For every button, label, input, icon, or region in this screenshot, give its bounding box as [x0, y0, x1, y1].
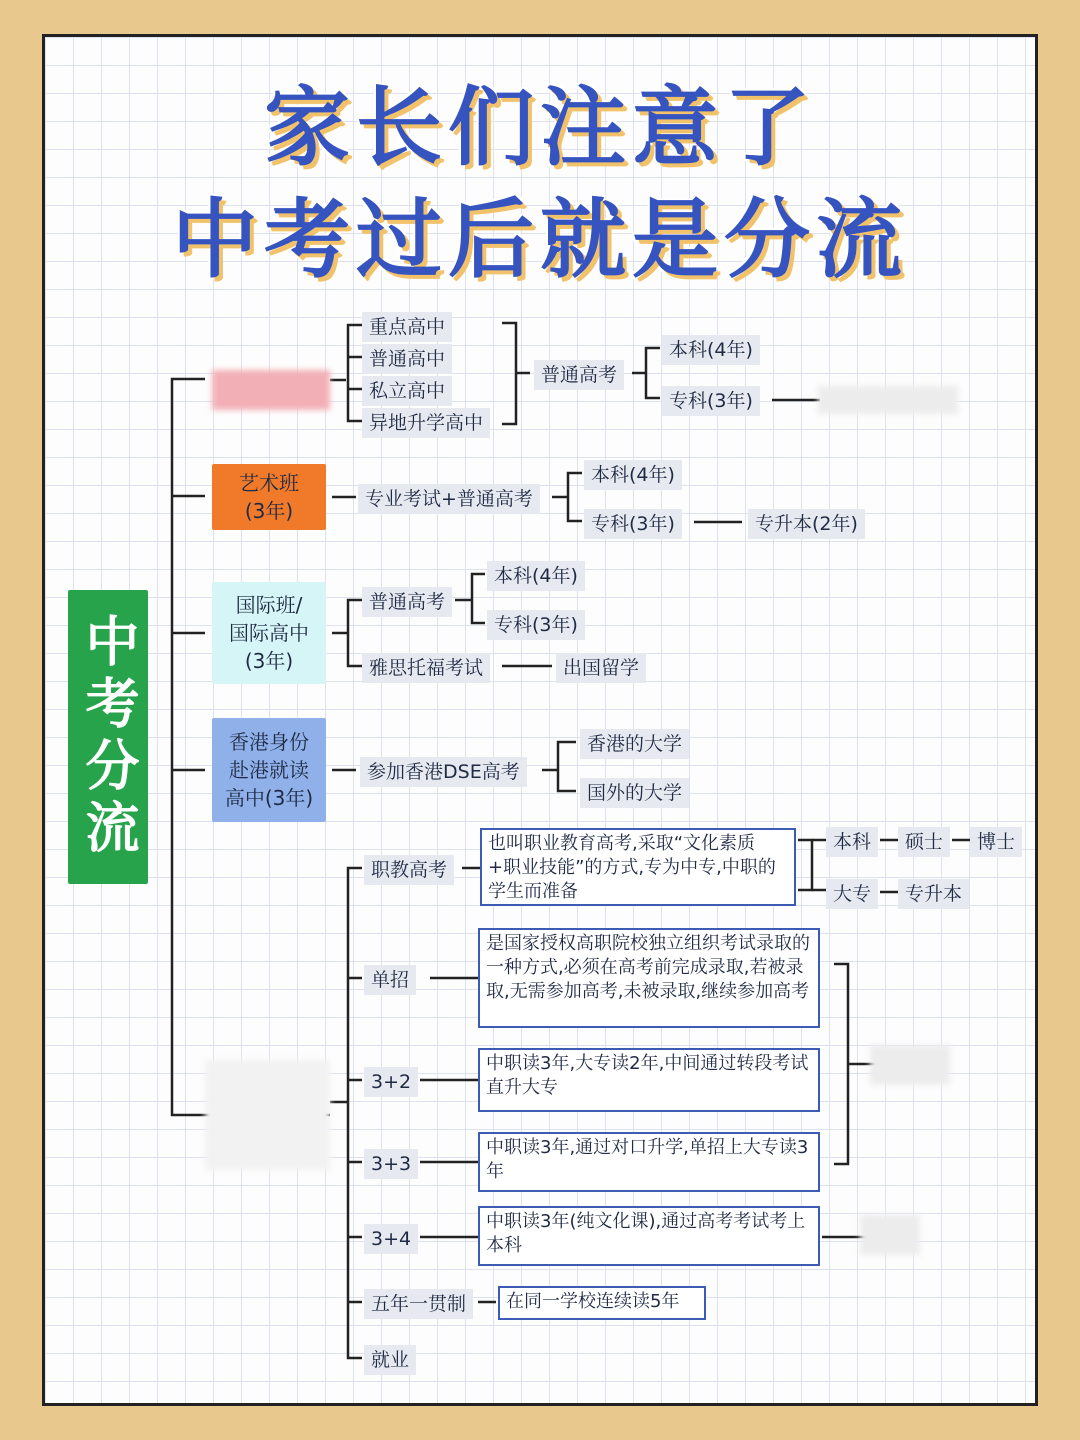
exam-label: 普通高考 — [362, 587, 452, 617]
school-item: 异地升学高中 — [362, 408, 490, 438]
vocational-item: 3+3 — [364, 1149, 418, 1179]
result-label: 出国留学 — [556, 653, 646, 683]
title-line1: 家长们注意了 — [264, 78, 816, 178]
hk-class-box: 香港身份 赴港就读 高中(3年) — [212, 718, 326, 822]
vocational-item: 五年一贯制 — [364, 1289, 473, 1319]
side-label: 中考分流 — [68, 590, 148, 884]
vocational-item: 3+4 — [364, 1224, 418, 1254]
vocational-desc: 中职读3年(纯文化课),通过高考考试考上本科 — [478, 1206, 820, 1266]
vocational-item: 3+2 — [364, 1067, 418, 1097]
blurred-label — [205, 1060, 330, 1170]
exam-label: 参加香港DSE高考 — [360, 757, 527, 787]
title-line2: 中考过后就是分流 — [172, 190, 908, 290]
exam-label: 普通高考 — [534, 360, 624, 390]
path-item: 硕士 — [898, 827, 950, 857]
blurred-label — [212, 370, 330, 410]
international-class-box: 国际班/ 国际高中 (3年) — [212, 582, 326, 684]
path-item: 本科 — [826, 827, 878, 857]
vocational-desc: 在同一学校连续读5年 — [498, 1286, 706, 1320]
blurred-label — [860, 1215, 920, 1255]
vocational-item: 职教高考 — [364, 855, 454, 885]
school-item: 私立高中 — [362, 376, 452, 406]
result-label: 国外的大学 — [580, 778, 689, 808]
result-label: 本科(4年) — [584, 460, 682, 490]
result-label: 香港的大学 — [580, 729, 689, 759]
vocational-desc: 也叫职业教育高考,采取“文化素质+职业技能”的方式,专为中专,中职的学生而准备 — [480, 828, 796, 906]
path-item: 博士 — [970, 827, 1022, 857]
school-item: 重点高中 — [362, 312, 452, 342]
art-class-box: 艺术班 (3年) — [212, 464, 326, 530]
result-label: 专科(3年) — [487, 610, 585, 640]
vocational-desc: 是国家授权高职院校独立组织考试录取的一种方式,必须在高考前完成录取,若被录取,无需参加高考,未被录取,继续参加高考 — [478, 928, 820, 1028]
result-label: 专科(3年) — [662, 386, 760, 416]
blurred-label — [818, 386, 958, 414]
vocational-desc: 中职读3年,通过对口升学,单招上大专读3年 — [478, 1132, 820, 1192]
result-label: 本科(4年) — [662, 335, 760, 365]
blurred-label — [870, 1045, 950, 1085]
path-item: 专升本 — [898, 879, 969, 909]
school-item: 普通高中 — [362, 344, 452, 374]
exam-label: 专业考试+普通高考 — [358, 484, 540, 514]
vocational-desc: 中职读3年,大专读2年,中间通过转段考试直升大专 — [478, 1048, 820, 1112]
upgrade-label: 专升本(2年) — [748, 509, 865, 539]
exam-label: 雅思托福考试 — [362, 653, 490, 683]
result-label: 本科(4年) — [487, 561, 585, 591]
vocational-item: 单招 — [364, 965, 416, 995]
path-item: 大专 — [826, 879, 878, 909]
result-label: 专科(3年) — [584, 509, 682, 539]
vocational-item: 就业 — [364, 1345, 416, 1375]
